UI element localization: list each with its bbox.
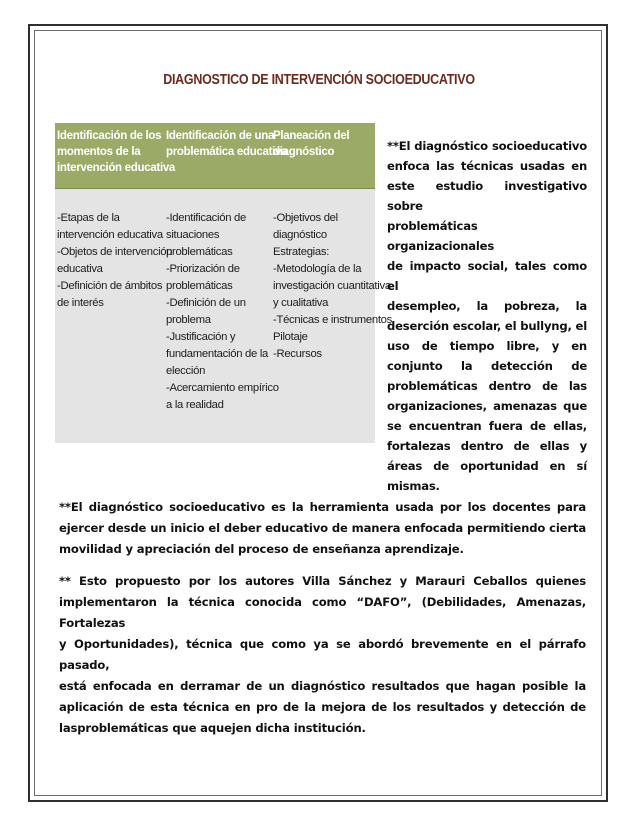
paragraph-dafo: ** Esto propuesto por los autores Villa Sánchez y Marauri Ceballos quienes implementaron la técnica conocida como “DAFO”, (Debilidades, Amenazas, Fortalezas y Oportunidades), técnica que como ya se abordó brevemente en el párrafo pasado, está enfocada en derramar de un diagnóstico resultados que hagan posible la aplicación de esta técnica en pro de la mejora de los resultados y detección de lasproblemáticas que aquejen dicha institución.	[59, 574, 586, 735]
table-header-cell-3: Planeación del diagnóstico	[273, 130, 350, 158]
table-cell-column-2: -Identificación de situaciones problemáticas -Priorización de problemáticas -Definición de un problema -Justificación y fundamentación de la elección -Acercamiento empírico a la realidad	[166, 212, 279, 411]
table-header-cell-1: Identificación de los momentos de la intervención educativa	[57, 130, 176, 174]
table-divider	[55, 188, 375, 189]
table-header-cell-2: Identificación de una problemática educativa	[166, 130, 288, 158]
table-cell-column-1: -Etapas de la intervención educativa -Objetos de intervención educativa -Definición de ámbitos de interés	[57, 212, 173, 309]
document-title: DIAGNOSTICO DE INTERVENCIÓN SOCIOEDUCATIVO	[163, 72, 475, 88]
table-cell-column-3: -Objetivos del diagnóstico Estrategias: -Metodología de la investigación cuantitativa y cualitativa -Técnicas e instrumentos Pilotaje -Recursos	[273, 212, 392, 360]
intervention-table	[55, 123, 392, 443]
paragraph-definition: **El diagnóstico socioeducativo es la herramienta usada por los docentes para ejercer desde un inicio el deber educativo de manera enfocada permitiendo cierta movilidad y apreciación del proceso de enseñanza aprendizaje.	[59, 500, 586, 556]
side-paragraph: **El diagnóstico socioeducativo enfoca las técnicas usadas en este estudio investigativo sobre problemáticas organizacionales de impacto social, tales como el desempleo, la pobreza, la deserción escolar, el bullyng, el uso de tiempo libre, y en conjunto la detección de problemáticas dentro de las organizaciones, amenazas que se encuentran fuera de ellas, fortalezas dentro de ellas y áreas de oportunidad en sí mismas.	[387, 139, 587, 493]
